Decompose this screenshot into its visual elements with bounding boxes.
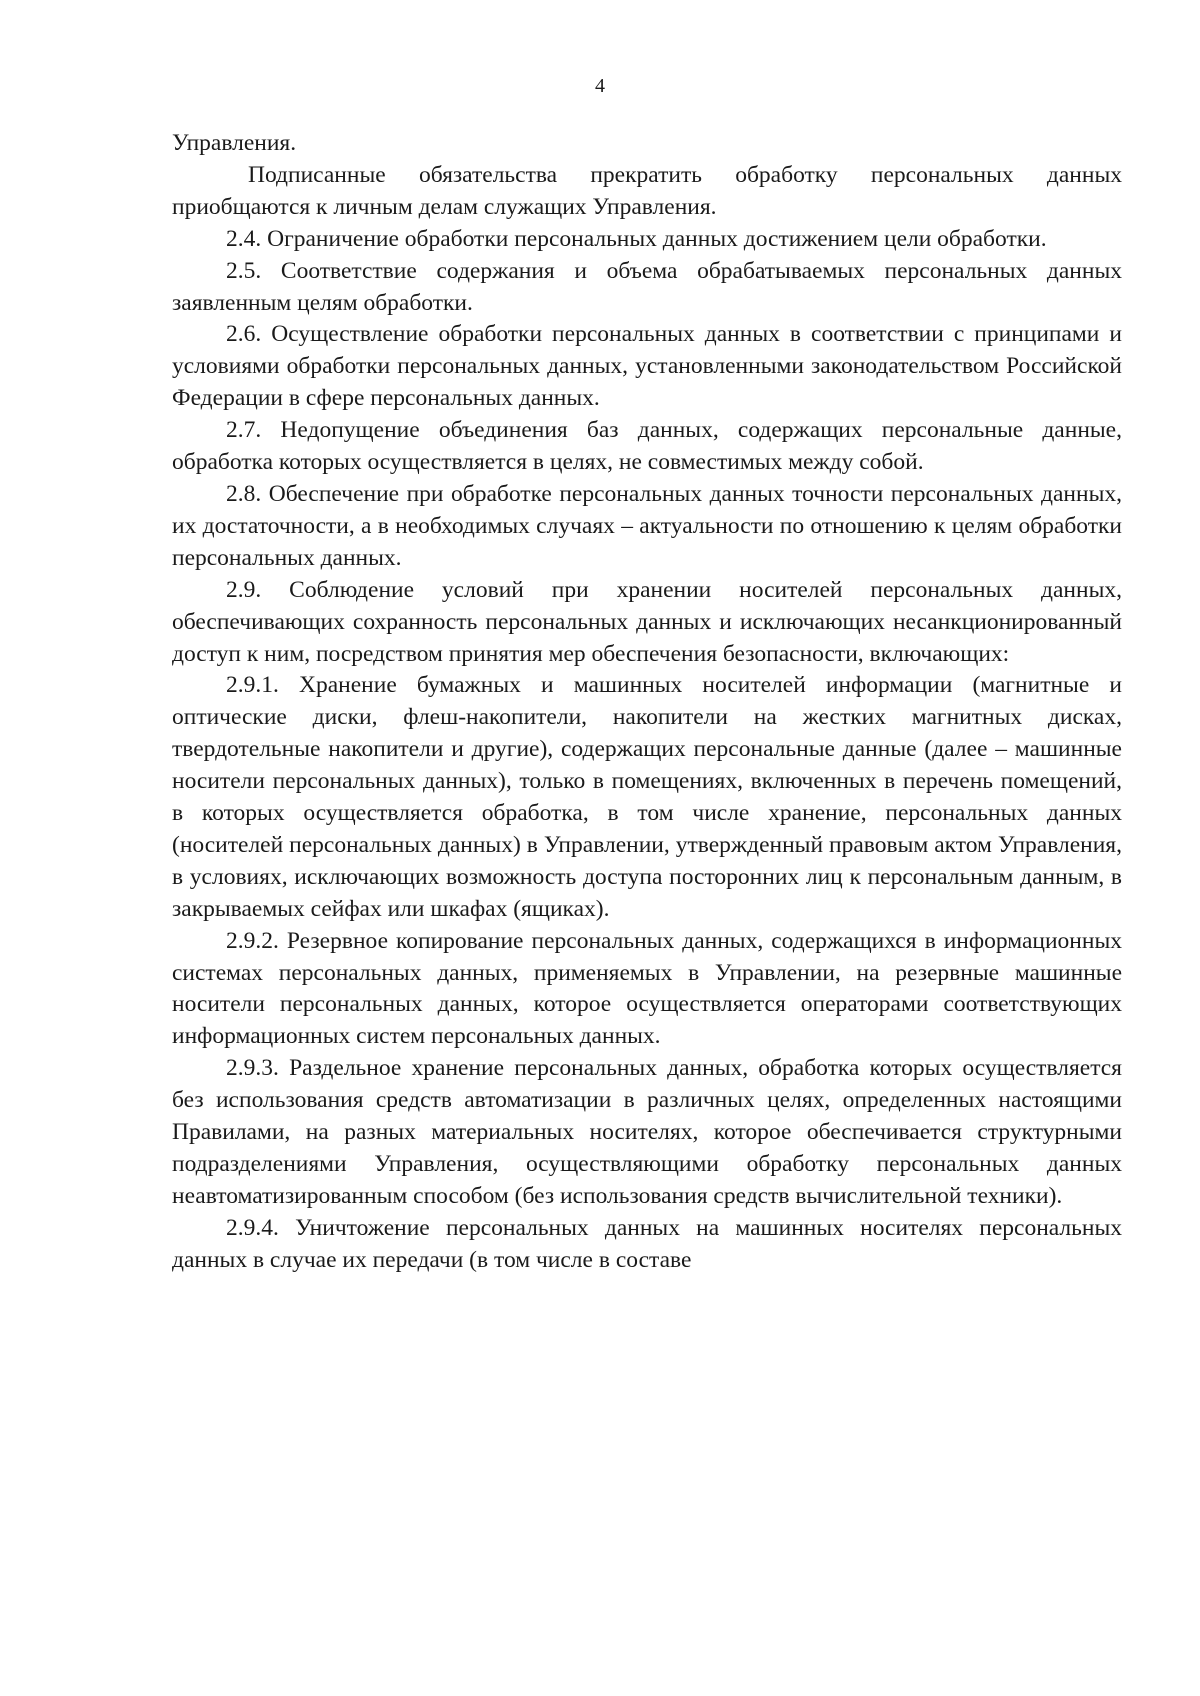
paragraph-2-9-2: 2.9.2. Резервное копирование персональных данных, содержащихся в информационных системах персональных данных, применяемых в Управлении, на резервные машинные носители персональных данных, которое осуществляется операторами соответствующих информационных систем персональных данных. <box>172 927 1122 1050</box>
paragraph-2-7: 2.7. Недопущение объединения баз данных, содержащих персональные данные, обработка которых осуществляется в целях, не совместимых между собой. <box>172 417 1122 476</box>
paragraph-continuation: Управления. <box>172 130 297 156</box>
paragraph-signed-obligations: Подписанные обязательства прекратить обработку персональных данных приобщаются к личным делам служащих Управления. <box>172 161 1122 220</box>
paragraph-2-9-3: 2.9.3. Раздельное хранение персональных данных, обработка которых осуществляется без использования средств автоматизации в различных целях, определенных настоящими Правилами, на разных материальных носителях, которое обеспечивается структурными подразделениями Управления, осуществляющими обработку персональных данных неавтоматизированным способом (без использования средств вычислительной техники). <box>172 1055 1122 1209</box>
page-number: 4 <box>595 75 605 97</box>
paragraph-2-9-4: 2.9.4. Уничтожение персональных данных на машинных носителях персональных данных в случае их передачи (в том числе в составе <box>172 1214 1122 1273</box>
paragraph-2-8: 2.8. Обеспечение при обработке персональных данных точности персональных данных, их достаточности, а в необходимых случаях – актуальности по отношению к целям обработки персональных данных. <box>172 480 1122 571</box>
document-body <box>172 128 1122 1277</box>
paragraph-2-5: 2.5. Соответствие содержания и объема обрабатываемых персональных данных заявленным целям обработки. <box>172 257 1122 316</box>
paragraph-2-9-1: 2.9.1. Хранение бумажных и машинных носителей информации (магнитные и оптические диски, флеш-накопители, накопители на жестких магнитных дисках, твердотельные накопители и другие), содержащих персональные данные (далее – машинные носители персональных данных), только в помещениях, включенных в перечень помещений, в которых осуществляется обработка, в том числе хранение, персональных данных (носителей персональных данных) в Управлении, утвержденный правовым актом Управления, в условиях, исключающих возможность доступа посторонних лиц к персональным данным, в закрываемых сейфах или шкафах (ящиках). <box>172 672 1122 922</box>
paragraph-2-9: 2.9. Соблюдение условий при хранении носителей персональных данных, обеспечивающих сохранность персональных данных и исключающих несанкционированный доступ к ним, посредством принятия мер обеспечения безопасности, включающих: <box>172 576 1122 667</box>
paragraph-2-6: 2.6. Осуществление обработки персональных данных в соответствии с принципами и условиями обработки персональных данных, установленными законодательством Российской Федерации в сфере персональных данных. <box>172 321 1122 412</box>
paragraph-2-4: 2.4. Ограничение обработки персональных данных достижением цели обработки. <box>226 225 1047 252</box>
